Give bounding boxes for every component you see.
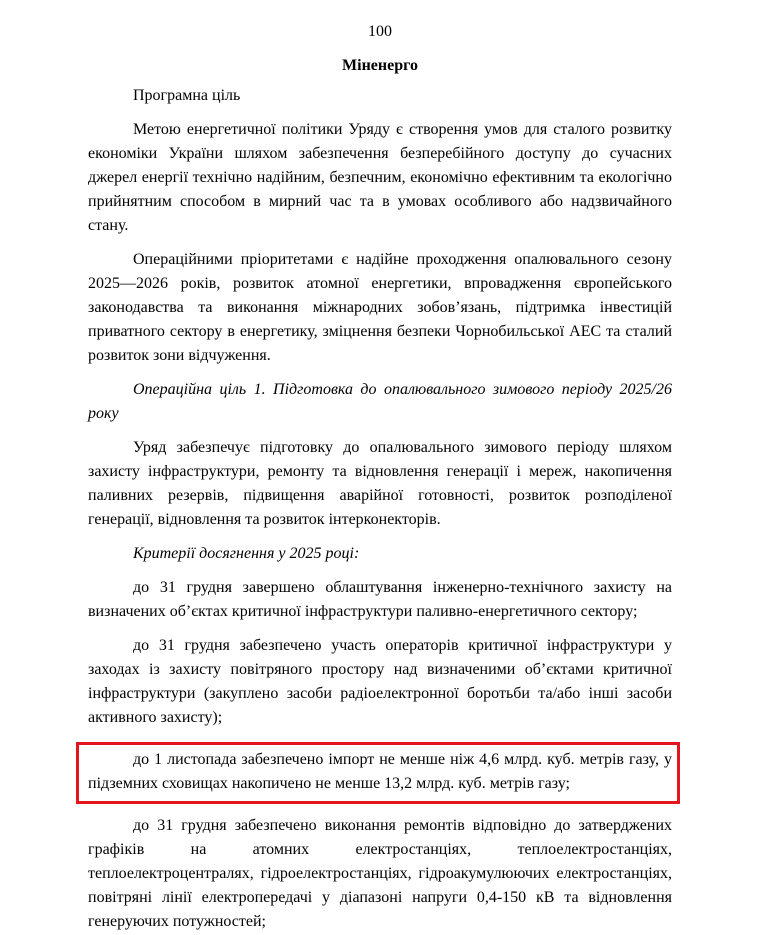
operational-goal-text: Уряд забезпечує підготовку до опалювального зимового періоду шляхом захисту інфраструктури, ремонту та відновлення генерації і мереж, накопичення паливних резервів, підвищення аварійної готовності, розвиток розподіленої генерації, відновлення та розвиток інтерконекторів. bbox=[88, 439, 672, 528]
document-page bbox=[88, 20, 672, 934]
highlighted-criterion bbox=[88, 748, 672, 796]
goal-heading: Програмна ціль bbox=[133, 87, 241, 104]
criterion-4: до 31 грудня забезпечено виконання ремонтів відповідно до затверджених графіків на атомних електростанціях, теплоелектростанціях, теплоелектроцентралях, гідроелектростанціях, гідроакумулюючих електростанціях, повітряні лінії електропередачі у діапазоні напруги 0,4-150 кВ та відновлення генеруючих потужностей; bbox=[88, 817, 672, 930]
criterion-1: до 31 грудня завершено облаштування інженерно-технічного захисту на визначених об’єктах критичної інфраструктури паливно-енергетичного сектору; bbox=[88, 579, 672, 620]
ministry-heading: Міненерго bbox=[342, 57, 418, 74]
criterion-2: до 31 грудня забезпечено участь операторів критичної інфраструктури у заходах із захисту повітряного простору над визначеними об’єктами критичної інфраструктури (закуплено засоби радіоелектронної боротьби та/або інші засоби активного захисту); bbox=[88, 637, 672, 726]
operational-goal-heading: Операційна ціль 1. Підготовка до опалювального зимового періоду 2025/26 року bbox=[88, 381, 672, 422]
priorities-text: Операційними пріоритетами є надійне проходження опалювального сезону 2025—2026 років, розвиток атомної енергетики, впровадження європейського законодавства та виконання міжнародних зобов’язань, підтримка інвестицій приватного сектору в енергетику, зміцнення безпеки Чорнобильської АЕС та сталий розвиток зони відчуження. bbox=[88, 251, 672, 364]
criteria-heading: Критерії досягнення у 2025 році: bbox=[133, 545, 360, 562]
page-number: 100 bbox=[368, 23, 392, 40]
criterion-3: до 1 листопада забезпечено імпорт не менше ніж 4,6 млрд. куб. метрів газу, у підземних сховищах накопичено не менше 13,2 млрд. куб. метрів газу; bbox=[88, 751, 672, 792]
goal-text: Метою енергетичної політики Уряду є створення умов для сталого розвитку економіки України шляхом забезпечення безперебійного доступу до сучасних джерел енергії технічно надійним, безпечним, економічно ефективним та екологічно прийнятним способом в мирний час та в умовах особливого або надзвичайного стану. bbox=[88, 121, 672, 234]
